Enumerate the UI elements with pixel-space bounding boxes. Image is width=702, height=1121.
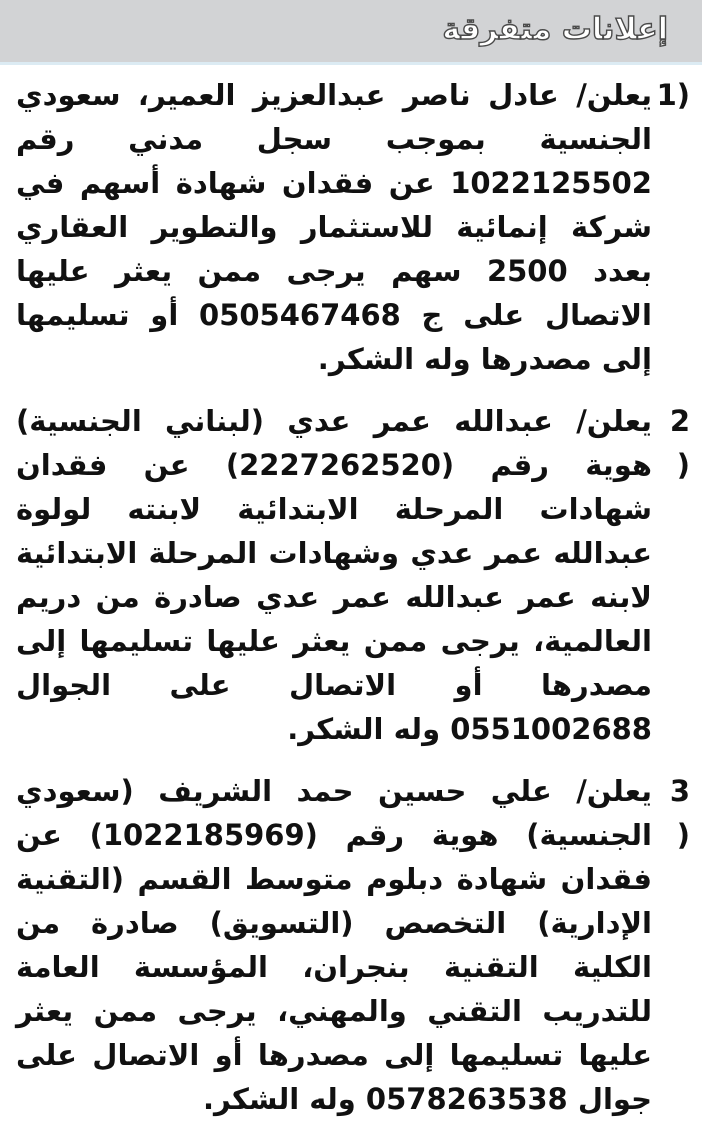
- ad-number: [652, 769, 690, 1121]
- ads-list: [0, 65, 702, 1121]
- ad-number-label: 1): [656, 78, 690, 112]
- ad-text: يعلن/ عادل ناصر عبدالعزيز العمير، سعودي الجنسية بموجب سجل مدني رقم 1022125502 عن فقدان شهادة أسهم في شركة إنمائية للاستثمار والتطوير العقاري بعدد 2500 سهم يرجى ممن يعثر عليها الاتصال على ج 0505467468 أو تسليمها إلى مصدرها وله الشكر.: [16, 78, 652, 376]
- ad-text: يعلن/ علي حسين حمد الشريف (سعودي الجنسية) هوية رقم (1022185969) عن فقدان شهادة دبلوم متوسط القسم (التقنية الإدارية) التخصص (التسويق) صادرة من الكلية التقنية بنجران، المؤسسة العامة للتدريب التقني والمهني، يرجى ممن يعثر عليها تسليمها إلى مصدرها أو الاتصال على جوال 0578263538 وله الشكر.: [16, 774, 652, 1116]
- ad-text: يعلن/ عبدالله عمر عدي (لبناني الجنسية) هوية رقم (2227262520) عن فقدان شهادات المرحلة الابتدائية لابنته لولوة عبدالله عمر عدي وشهادات المرحلة الابتدائية لابنه عمر عبدالله عمر عدي صادرة من دريم العالمية، يرجى ممن يعثر عليها تسليمها إلى مصدرها أو الاتصال على الجوال 0551002688 وله الشكر.: [16, 404, 652, 746]
- ad-number: [652, 73, 690, 381]
- ad-item-2: [16, 399, 690, 751]
- section-title: إعلانات متفرقة: [442, 12, 668, 47]
- ad-item-3: [16, 769, 690, 1121]
- section-header: [0, 0, 702, 65]
- ad-number: [652, 399, 690, 751]
- ad-item-1: [16, 73, 690, 381]
- ad-number-label: 3 ): [669, 774, 690, 852]
- ad-number-label: 2 ): [669, 404, 690, 482]
